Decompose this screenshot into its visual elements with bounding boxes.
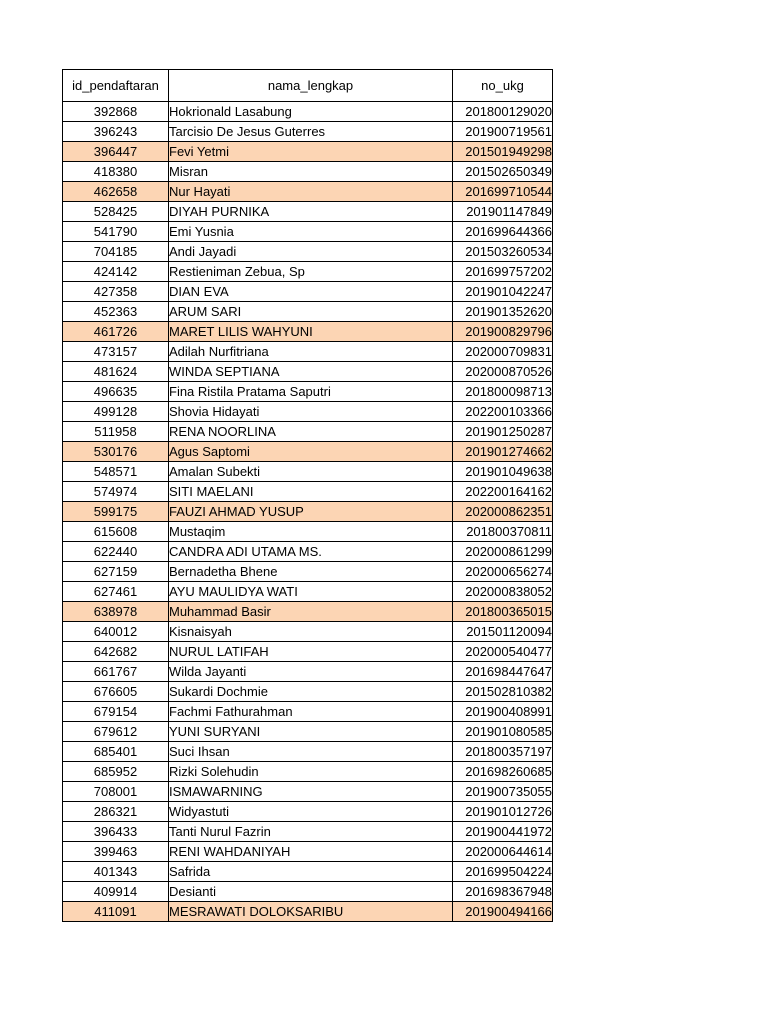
cell-no-ukg: 201699710544 bbox=[453, 182, 553, 202]
cell-no-ukg: 201502650349 bbox=[453, 162, 553, 182]
cell-no-ukg: 201699644366 bbox=[453, 222, 553, 242]
table-row bbox=[63, 282, 553, 302]
cell-nama-lengkap: Tanti Nurul Fazrin bbox=[169, 822, 453, 842]
cell-no-ukg: 202000540477 bbox=[453, 642, 553, 662]
cell-id-pendaftaran: 411091 bbox=[63, 902, 169, 922]
cell-no-ukg: 202000861299 bbox=[453, 542, 553, 562]
table-row bbox=[63, 582, 553, 602]
cell-id-pendaftaran: 481624 bbox=[63, 362, 169, 382]
cell-nama-lengkap: Fevi Yetmi bbox=[169, 142, 453, 162]
cell-no-ukg: 201698367948 bbox=[453, 882, 553, 902]
table-row bbox=[63, 362, 553, 382]
cell-nama-lengkap: Fina Ristila Pratama Saputri bbox=[169, 382, 453, 402]
table-row bbox=[63, 482, 553, 502]
cell-no-ukg: 202000709831 bbox=[453, 342, 553, 362]
table-row bbox=[63, 782, 553, 802]
cell-nama-lengkap: Nur Hayati bbox=[169, 182, 453, 202]
cell-no-ukg: 202000838052 bbox=[453, 582, 553, 602]
cell-no-ukg: 201800129020 bbox=[453, 102, 553, 122]
cell-nama-lengkap: ISMAWARNING bbox=[169, 782, 453, 802]
table-row bbox=[63, 102, 553, 122]
cell-no-ukg: 201900408991 bbox=[453, 702, 553, 722]
cell-nama-lengkap: CANDRA ADI UTAMA MS. bbox=[169, 542, 453, 562]
cell-nama-lengkap: Sukardi Dochmie bbox=[169, 682, 453, 702]
cell-id-pendaftaran: 528425 bbox=[63, 202, 169, 222]
cell-id-pendaftaran: 530176 bbox=[63, 442, 169, 462]
table-row bbox=[63, 602, 553, 622]
cell-nama-lengkap: Andi Jayadi bbox=[169, 242, 453, 262]
cell-nama-lengkap: DIAN EVA bbox=[169, 282, 453, 302]
cell-id-pendaftaran: 496635 bbox=[63, 382, 169, 402]
cell-no-ukg: 201900735055 bbox=[453, 782, 553, 802]
cell-no-ukg: 201901274662 bbox=[453, 442, 553, 462]
table-row bbox=[63, 762, 553, 782]
cell-id-pendaftaran: 286321 bbox=[63, 802, 169, 822]
cell-nama-lengkap: Muhammad Basir bbox=[169, 602, 453, 622]
cell-no-ukg: 201800357197 bbox=[453, 742, 553, 762]
cell-nama-lengkap: MARET LILIS WAHYUNI bbox=[169, 322, 453, 342]
cell-id-pendaftaran: 461726 bbox=[63, 322, 169, 342]
header-nama-lengkap: nama_lengkap bbox=[169, 70, 453, 102]
cell-nama-lengkap: FAUZI AHMAD YUSUP bbox=[169, 502, 453, 522]
cell-no-ukg: 201501120094 bbox=[453, 622, 553, 642]
cell-nama-lengkap: ARUM SARI bbox=[169, 302, 453, 322]
participant-table bbox=[62, 69, 553, 922]
cell-id-pendaftaran: 424142 bbox=[63, 262, 169, 282]
cell-no-ukg: 201698260685 bbox=[453, 762, 553, 782]
cell-id-pendaftaran: 642682 bbox=[63, 642, 169, 662]
cell-no-ukg: 201901250287 bbox=[453, 422, 553, 442]
table-row bbox=[63, 162, 553, 182]
table-row bbox=[63, 662, 553, 682]
cell-nama-lengkap: Emi Yusnia bbox=[169, 222, 453, 242]
cell-nama-lengkap: YUNI SURYANI bbox=[169, 722, 453, 742]
table-row bbox=[63, 302, 553, 322]
cell-id-pendaftaran: 399463 bbox=[63, 842, 169, 862]
cell-id-pendaftaran: 599175 bbox=[63, 502, 169, 522]
cell-no-ukg: 201900719561 bbox=[453, 122, 553, 142]
cell-id-pendaftaran: 541790 bbox=[63, 222, 169, 242]
cell-id-pendaftaran: 708001 bbox=[63, 782, 169, 802]
cell-no-ukg: 202000862351 bbox=[453, 502, 553, 522]
cell-no-ukg: 201502810382 bbox=[453, 682, 553, 702]
cell-no-ukg: 202200164162 bbox=[453, 482, 553, 502]
table-row bbox=[63, 182, 553, 202]
cell-nama-lengkap: SITI MAELANI bbox=[169, 482, 453, 502]
header-row bbox=[63, 70, 553, 102]
cell-no-ukg: 201901352620 bbox=[453, 302, 553, 322]
table-row bbox=[63, 262, 553, 282]
table-row bbox=[63, 642, 553, 662]
cell-id-pendaftaran: 392868 bbox=[63, 102, 169, 122]
table-row bbox=[63, 322, 553, 342]
cell-nama-lengkap: MESRAWATI DOLOKSARIBU bbox=[169, 902, 453, 922]
cell-id-pendaftaran: 574974 bbox=[63, 482, 169, 502]
table-row bbox=[63, 702, 553, 722]
table-row bbox=[63, 342, 553, 362]
table-row bbox=[63, 142, 553, 162]
cell-no-ukg: 201901080585 bbox=[453, 722, 553, 742]
cell-id-pendaftaran: 676605 bbox=[63, 682, 169, 702]
cell-nama-lengkap: AYU MAULIDYA WATI bbox=[169, 582, 453, 602]
cell-id-pendaftaran: 661767 bbox=[63, 662, 169, 682]
cell-no-ukg: 201503260534 bbox=[453, 242, 553, 262]
table-row bbox=[63, 742, 553, 762]
cell-id-pendaftaran: 627159 bbox=[63, 562, 169, 582]
table-row bbox=[63, 902, 553, 922]
cell-no-ukg: 201901049638 bbox=[453, 462, 553, 482]
table-row bbox=[63, 822, 553, 842]
cell-id-pendaftaran: 396447 bbox=[63, 142, 169, 162]
cell-id-pendaftaran: 622440 bbox=[63, 542, 169, 562]
cell-nama-lengkap: Bernadetha Bhene bbox=[169, 562, 453, 582]
cell-no-ukg: 201901012726 bbox=[453, 802, 553, 822]
cell-nama-lengkap: Mustaqim bbox=[169, 522, 453, 542]
cell-id-pendaftaran: 499128 bbox=[63, 402, 169, 422]
cell-nama-lengkap: Widyastuti bbox=[169, 802, 453, 822]
cell-no-ukg: 202000656274 bbox=[453, 562, 553, 582]
cell-id-pendaftaran: 462658 bbox=[63, 182, 169, 202]
cell-no-ukg: 201900829796 bbox=[453, 322, 553, 342]
cell-no-ukg: 201699757202 bbox=[453, 262, 553, 282]
cell-nama-lengkap: WINDA SEPTIANA bbox=[169, 362, 453, 382]
table-body bbox=[63, 102, 553, 922]
table-row bbox=[63, 522, 553, 542]
cell-id-pendaftaran: 473157 bbox=[63, 342, 169, 362]
cell-nama-lengkap: Kisnaisyah bbox=[169, 622, 453, 642]
cell-nama-lengkap: DIYAH PURNIKA bbox=[169, 202, 453, 222]
cell-id-pendaftaran: 427358 bbox=[63, 282, 169, 302]
table-row bbox=[63, 882, 553, 902]
table-row bbox=[63, 242, 553, 262]
cell-id-pendaftaran: 418380 bbox=[63, 162, 169, 182]
cell-id-pendaftaran: 627461 bbox=[63, 582, 169, 602]
cell-id-pendaftaran: 679612 bbox=[63, 722, 169, 742]
cell-nama-lengkap: Desianti bbox=[169, 882, 453, 902]
cell-nama-lengkap: Wilda Jayanti bbox=[169, 662, 453, 682]
table-row bbox=[63, 422, 553, 442]
cell-nama-lengkap: Safrida bbox=[169, 862, 453, 882]
cell-nama-lengkap: Amalan Subekti bbox=[169, 462, 453, 482]
cell-no-ukg: 201901147849 bbox=[453, 202, 553, 222]
table-row bbox=[63, 122, 553, 142]
cell-id-pendaftaran: 396433 bbox=[63, 822, 169, 842]
table-row bbox=[63, 502, 553, 522]
table-row bbox=[63, 722, 553, 742]
cell-id-pendaftaran: 396243 bbox=[63, 122, 169, 142]
cell-id-pendaftaran: 679154 bbox=[63, 702, 169, 722]
cell-nama-lengkap: Agus Saptomi bbox=[169, 442, 453, 462]
table-row bbox=[63, 622, 553, 642]
cell-no-ukg: 202000644614 bbox=[453, 842, 553, 862]
cell-nama-lengkap: NURUL LATIFAH bbox=[169, 642, 453, 662]
cell-nama-lengkap: Suci Ihsan bbox=[169, 742, 453, 762]
table-row bbox=[63, 562, 553, 582]
header-no-ukg: no_ukg bbox=[453, 70, 553, 102]
cell-id-pendaftaran: 548571 bbox=[63, 462, 169, 482]
cell-no-ukg: 201698447647 bbox=[453, 662, 553, 682]
cell-nama-lengkap: Hokrionald Lasabung bbox=[169, 102, 453, 122]
cell-nama-lengkap: Shovia Hidayati bbox=[169, 402, 453, 422]
cell-no-ukg: 201800365015 bbox=[453, 602, 553, 622]
header-id-pendaftaran: id_pendaftaran bbox=[63, 70, 169, 102]
table-row bbox=[63, 802, 553, 822]
table-row bbox=[63, 842, 553, 862]
cell-no-ukg: 201901042247 bbox=[453, 282, 553, 302]
cell-no-ukg: 202200103366 bbox=[453, 402, 553, 422]
cell-id-pendaftaran: 685401 bbox=[63, 742, 169, 762]
cell-nama-lengkap: Misran bbox=[169, 162, 453, 182]
cell-id-pendaftaran: 685952 bbox=[63, 762, 169, 782]
cell-nama-lengkap: RENI WAHDANIYAH bbox=[169, 842, 453, 862]
table-row bbox=[63, 382, 553, 402]
table-row bbox=[63, 542, 553, 562]
cell-id-pendaftaran: 511958 bbox=[63, 422, 169, 442]
cell-nama-lengkap: Rizki Solehudin bbox=[169, 762, 453, 782]
table-row bbox=[63, 402, 553, 422]
cell-id-pendaftaran: 640012 bbox=[63, 622, 169, 642]
cell-no-ukg: 201501949298 bbox=[453, 142, 553, 162]
cell-id-pendaftaran: 409914 bbox=[63, 882, 169, 902]
cell-no-ukg: 201900441972 bbox=[453, 822, 553, 842]
cell-no-ukg: 201900494166 bbox=[453, 902, 553, 922]
table-row bbox=[63, 682, 553, 702]
table-row bbox=[63, 862, 553, 882]
table-row bbox=[63, 442, 553, 462]
cell-no-ukg: 201800098713 bbox=[453, 382, 553, 402]
cell-no-ukg: 202000870526 bbox=[453, 362, 553, 382]
table-row bbox=[63, 462, 553, 482]
table-row bbox=[63, 202, 553, 222]
cell-no-ukg: 201800370811 bbox=[453, 522, 553, 542]
cell-nama-lengkap: RENA NOORLINA bbox=[169, 422, 453, 442]
cell-nama-lengkap: Fachmi Fathurahman bbox=[169, 702, 453, 722]
table-row bbox=[63, 222, 553, 242]
cell-id-pendaftaran: 401343 bbox=[63, 862, 169, 882]
cell-no-ukg: 201699504224 bbox=[453, 862, 553, 882]
cell-id-pendaftaran: 704185 bbox=[63, 242, 169, 262]
cell-id-pendaftaran: 452363 bbox=[63, 302, 169, 322]
cell-id-pendaftaran: 615608 bbox=[63, 522, 169, 542]
cell-nama-lengkap: Adilah Nurfitriana bbox=[169, 342, 453, 362]
cell-id-pendaftaran: 638978 bbox=[63, 602, 169, 622]
cell-nama-lengkap: Restieniman Zebua, Sp bbox=[169, 262, 453, 282]
cell-nama-lengkap: Tarcisio De Jesus Guterres bbox=[169, 122, 453, 142]
